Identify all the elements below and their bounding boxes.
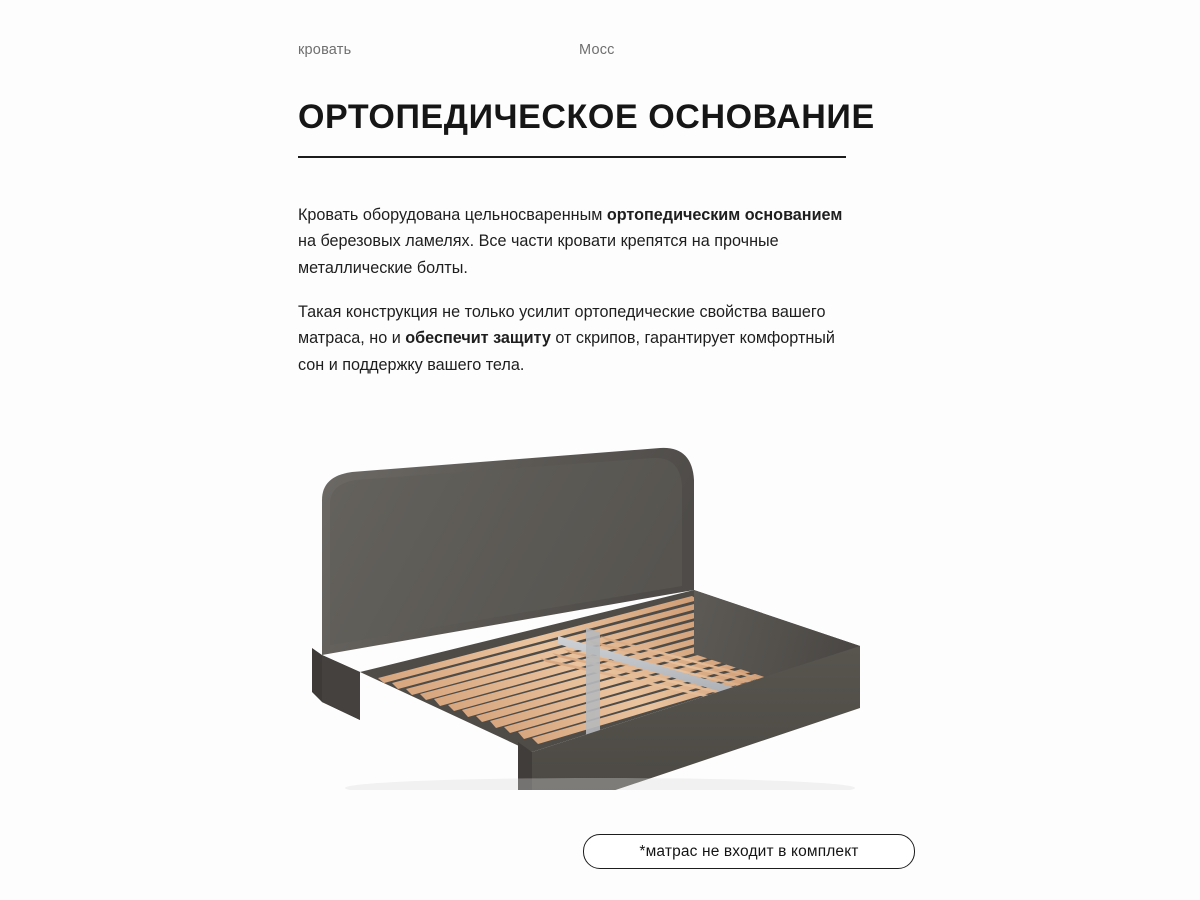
paragraph-2-text-1: Такая конструкция не только усилит ортопедические свойства вашего матраса, но и (298, 303, 826, 348)
paragraph-1-text-1: Кровать оборудована цельносваренным (298, 206, 607, 225)
floor-shadow (345, 778, 855, 790)
footnote-text: *матрас не входит в комплект (639, 842, 859, 860)
product-category-label: кровать (298, 42, 352, 58)
title-divider (298, 156, 846, 158)
paragraph-2-bold-1: обеспечит защиту (405, 329, 551, 348)
footnote-badge (583, 834, 915, 869)
bed-illustration (300, 440, 900, 790)
description-paragraph-1 (298, 202, 863, 281)
paragraph-1-bold-1: ортопедическим основанием (606, 206, 843, 225)
product-model-label: Мосс (579, 42, 615, 58)
paragraph-1-text-2: на березовых ламелях. Все части кровати крепятся на прочные металлические болты. (298, 232, 779, 277)
support-leg (586, 628, 600, 740)
bed-image (300, 440, 900, 790)
page-title: ОРТОПЕДИЧЕСКОЕ ОСНОВАНИЕ (298, 98, 875, 136)
bed-left-edge-dark (312, 648, 322, 702)
paragraph-2-text-2: от скрипов, гарантирует комфортный сон и поддержку вашего тела. (298, 329, 835, 374)
bed-left-base (322, 655, 360, 720)
header (298, 42, 918, 58)
description-paragraph-2 (298, 299, 863, 378)
